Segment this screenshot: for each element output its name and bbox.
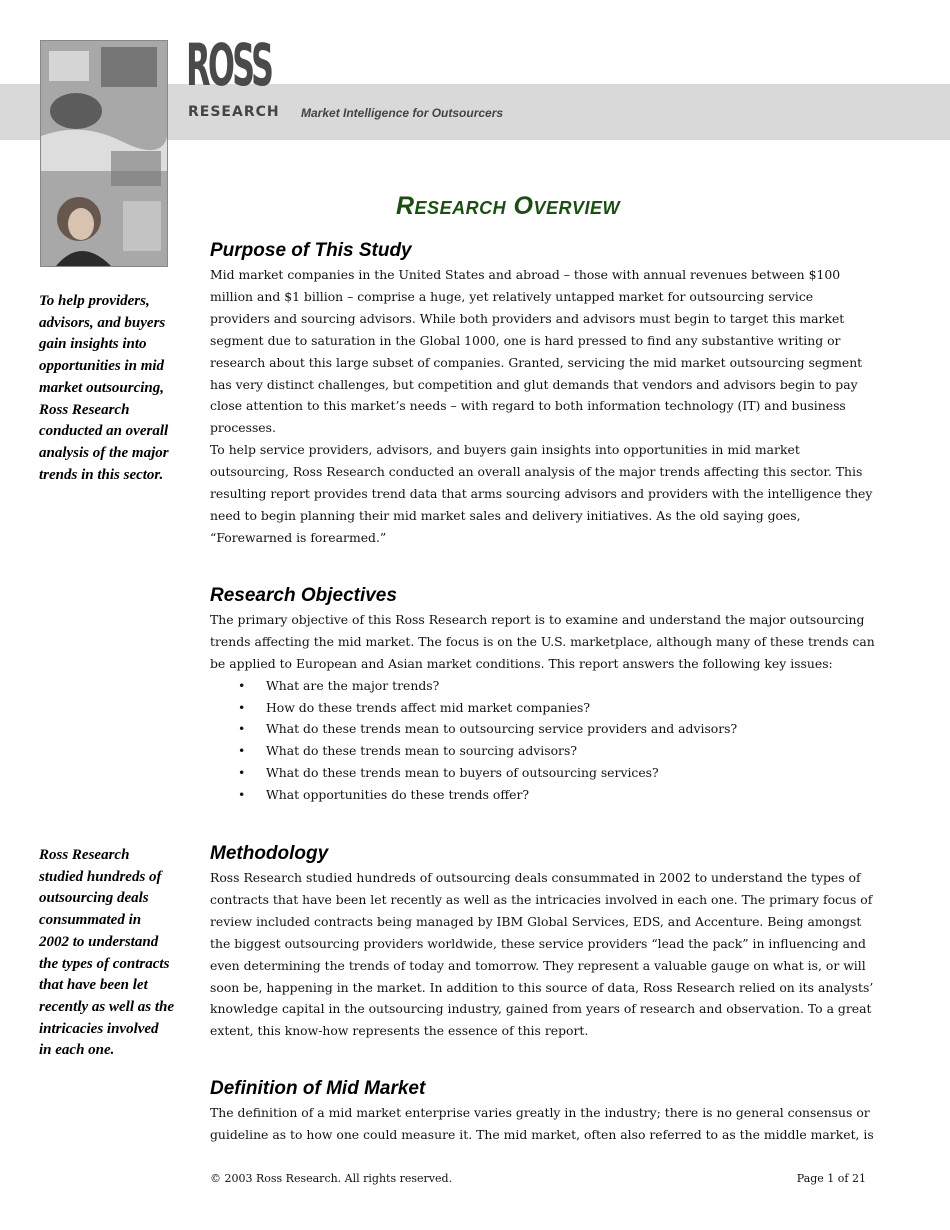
collage-image	[41, 41, 167, 266]
page-title: Research Overview	[396, 192, 620, 220]
sidebar-note-1: To help providers, advisors, and buyers gain insights into opportunities in mid market outsourcing, Ross Research conducted an overall analysis of the major trends in this sector.	[39, 293, 169, 483]
logo-wordmark: ROSS	[186, 31, 272, 99]
footer-page-number: Page 1 of 21	[796, 1172, 866, 1185]
purpose-paragraph-2: To help service providers, advisors, and buyers gain insights into opportunities in mid market outsourcing, Ross Research conducted an overall analysis of the major trends affecting this sector. This resulting report provides trend data that arms sourcing advisors and providers with the intelligence they need to begin planning their mid market sales and delivery initiatives. As the old saying goes, “Forewarned is forearmed.”	[210, 442, 873, 545]
header-photo	[40, 40, 168, 267]
list-item: • What opportunities do these trends offer?	[210, 784, 870, 806]
section-heading-purpose: Purpose of This Study	[210, 240, 412, 261]
section-heading-objectives: Research Objectives	[210, 585, 397, 606]
footer-copyright: © 2003 Ross Research. All rights reserved.	[210, 1172, 453, 1185]
purpose-paragraph-1: Mid market companies in the United States and abroad – those with annual revenues between $100 million and $1 billion – comprise a huge, yet relatively untapped market for outsourcing service providers and sourcing advisors. While both providers and advisors must begin to target this market segment due to saturation in the Global 1000, one is hard pressed to find any substantive writing or research about this large subset of companies. Granted, servicing the mid market outsourcing segment has very distinct challenges, but competition and glut demands that vendors and advisors begin to pay close attention to this market’s needs – with regard to both information technology (IT) and business processes.	[210, 267, 863, 436]
objectives-paragraph: The primary objective of this Ross Research report is to examine and understand the major outsourcing trends affecting the mid market. The focus is on the U.S. marketplace, although many of these trends can be applied to European and Asian market conditions. This report answers the following key issues:	[210, 612, 875, 671]
list-item: • What do these trends mean to buyers of outsourcing services?	[210, 762, 870, 784]
list-item: • How do these trends affect mid market companies?	[210, 697, 870, 719]
section-heading-methodology: Methodology	[210, 843, 329, 864]
list-item: • What are the major trends?	[210, 675, 870, 697]
list-item: • What do these trends mean to sourcing advisors?	[210, 740, 870, 762]
sidebar-note-2: Ross Research studied hundreds of outsourcing deals consummated in 2002 to understand the types of contracts that have been let recently as well as the intricacies involved in each one.	[39, 847, 174, 1059]
definition-paragraph: The definition of a mid market enterprise varies greatly in the industry; there is no general consensus or guideline as to how one could measure it. The mid market, often also referred to as the middle market, is	[210, 1105, 874, 1142]
methodology-paragraph: Ross Research studied hundreds of outsourcing deals consummated in 2002 to understand the types of contracts that have been let recently as well as the intricacies involved in each one. The primary focus of review included contracts being managed by IBM Global Services, EDS, and Accenture. Being amongst the biggest outsourcing providers worldwide, these service providers “lead the pack” in influencing and even determining the trends of today and tomorrow. They represent a valuable gauge on what is, or will soon be, happening in the market. In addition to this source of data, Ross Research relied on its analysts’ knowledge capital in the outsourcing industry, gained from years of research and observation. To a great extent, this know-how represents the essence of this report.	[210, 870, 874, 1039]
section-heading-definition: Definition of Mid Market	[210, 1078, 426, 1099]
objectives-list	[210, 675, 870, 805]
header-tagline: Market Intelligence for Outsourcers	[301, 106, 504, 120]
list-item: • What do these trends mean to outsourcing service providers and advisors?	[210, 718, 870, 740]
logo-subtitle: RESEARCH	[188, 104, 280, 120]
